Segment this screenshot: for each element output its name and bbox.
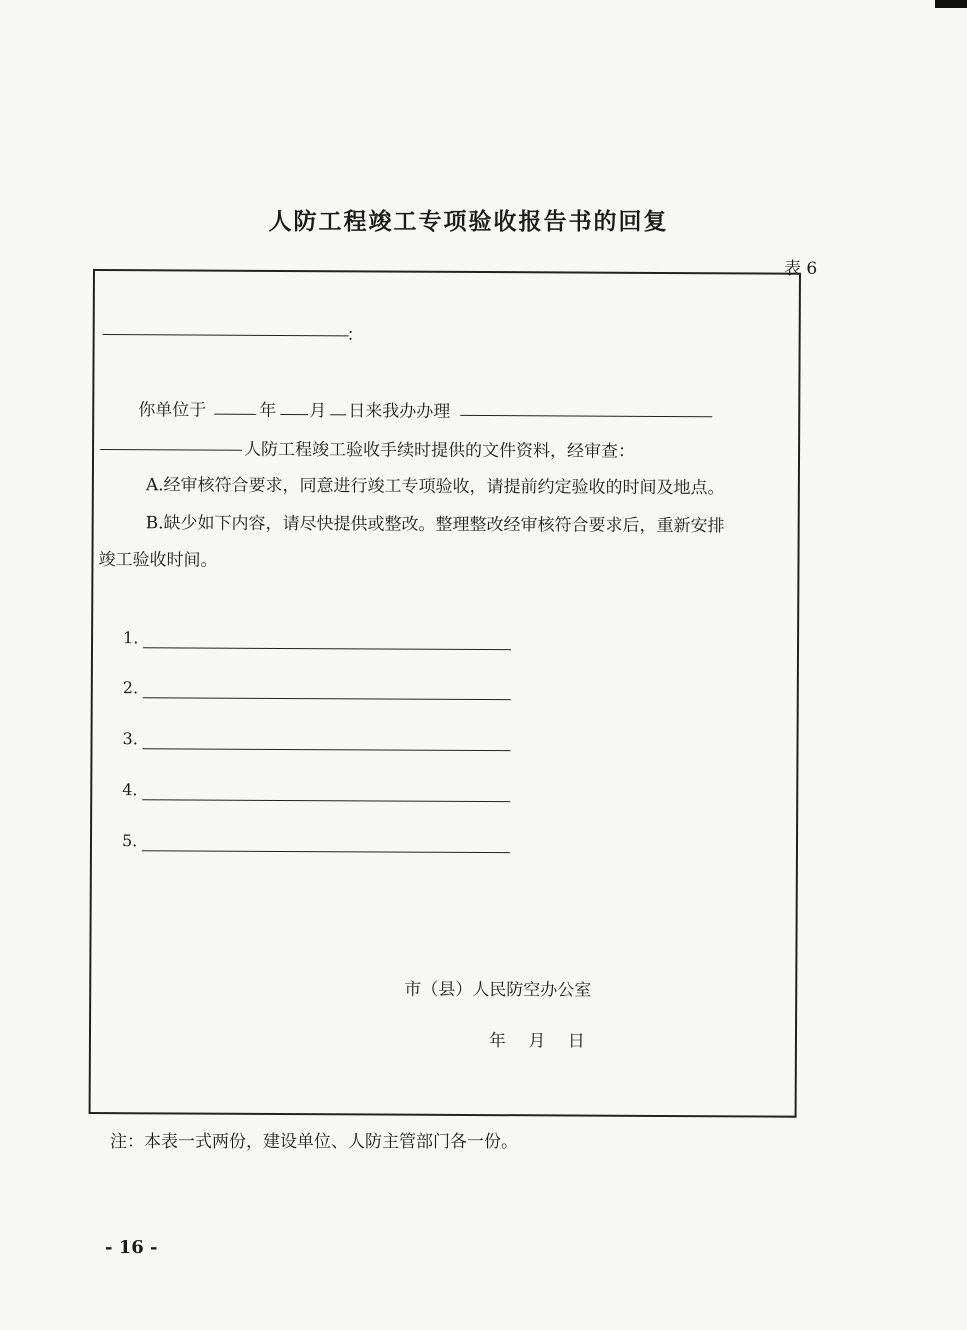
item-number: 2. <box>122 678 139 698</box>
matter-blank[interactable] <box>460 415 712 417</box>
month-blank[interactable] <box>280 414 308 415</box>
item-line[interactable] <box>142 850 510 853</box>
item-number: 5. <box>121 831 138 851</box>
item-number: 3. <box>122 729 138 749</box>
option-b: B.缺少如下内容，请尽快提供或整改。整理整改经审核符合要求后，重新安排 <box>145 513 725 537</box>
year-blank[interactable] <box>214 414 256 415</box>
document-title: 人防工程竣工专项验收报告书的回复 <box>268 209 669 235</box>
option-a: A.经审核符合要求，同意进行竣工专项验收，请提前约定验收的时间及地点。 <box>145 475 725 499</box>
signature-date: 年 月 日 <box>488 1031 585 1052</box>
item-number: 1. <box>123 628 139 648</box>
scan-edge-mark <box>935 0 967 8</box>
form-frame <box>89 269 801 1118</box>
item-number: 4. <box>122 780 138 800</box>
day-blank[interactable] <box>330 414 346 415</box>
item-line[interactable] <box>143 647 511 650</box>
footnote: 注：本表一式两份，建设单位、人防主管部门各一份。 <box>110 1132 518 1152</box>
signature-organization: 市（县）人民防空办公室 <box>404 979 592 1001</box>
item-line[interactable] <box>142 799 510 802</box>
para1-year: 年 <box>259 400 277 421</box>
item-line[interactable] <box>143 697 511 700</box>
project-name-blank[interactable] <box>100 449 242 451</box>
addressee-colon: ： <box>346 325 364 346</box>
table-number: 表 6 <box>784 259 818 279</box>
addressee-blank[interactable] <box>103 334 349 336</box>
para1-prefix: 你单位于 <box>138 400 207 421</box>
para2-text: 人防工程竣工验收手续时提供的文件资料，经审查： <box>244 439 636 462</box>
option-b-cont: 竣工验收时间。 <box>98 550 218 571</box>
page-number: - 16 - <box>105 1237 158 1258</box>
para1-day-text: 日来我办办理 <box>348 401 451 422</box>
item-line[interactable] <box>142 748 510 751</box>
para1-month: 月 <box>309 401 327 422</box>
